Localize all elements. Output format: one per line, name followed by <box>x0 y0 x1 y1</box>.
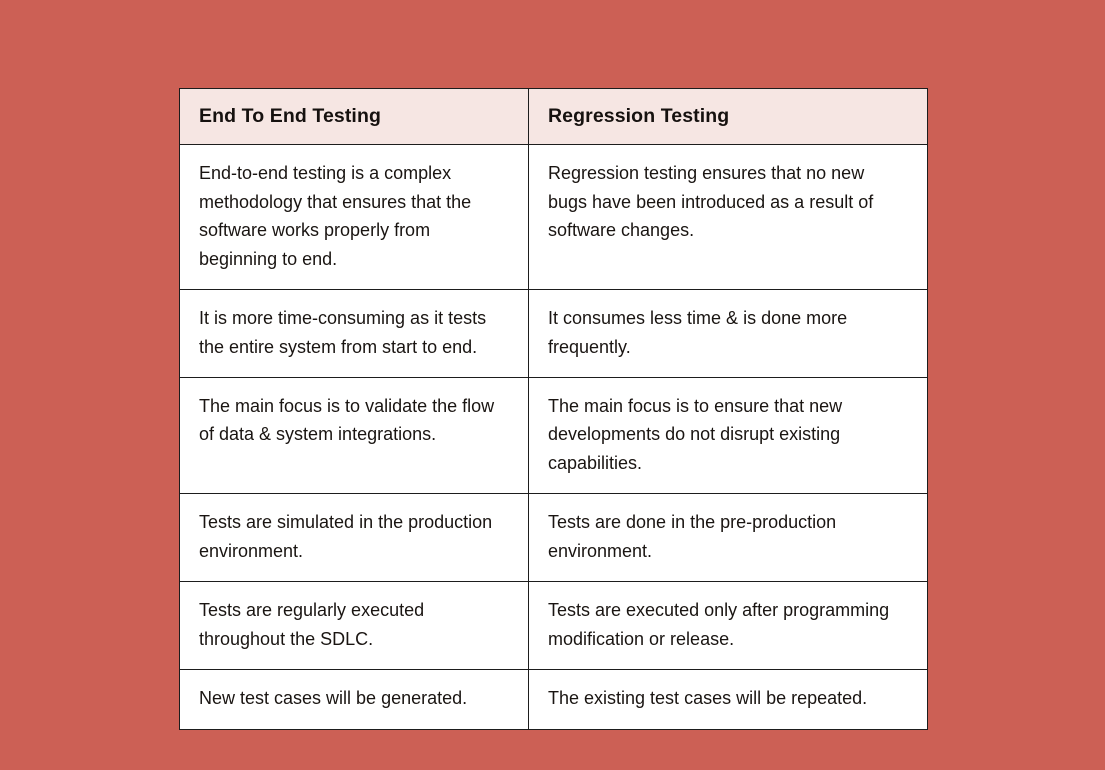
cell-left: It is more time-consuming as it tests the entire system from start to end. <box>180 290 529 378</box>
cell-left: Tests are regularly executed throughout the SDLC. <box>180 582 529 670</box>
table-header-row <box>180 89 928 145</box>
cell-right: The main focus is to ensure that new developments do not disrupt existing capabilities. <box>529 378 928 494</box>
cell-right: The existing test cases will be repeated. <box>529 670 928 729</box>
cell-right: Tests are executed only after programming modification or release. <box>529 582 928 670</box>
table-row <box>180 582 928 670</box>
cell-left: New test cases will be generated. <box>180 670 529 729</box>
comparison-table <box>179 88 928 730</box>
column-header-regression-testing: Regression Testing <box>529 89 928 145</box>
table-row <box>180 290 928 378</box>
table-row <box>180 494 928 582</box>
cell-left: End-to-end testing is a complex methodology that ensures that the software works properly from beginning to end. <box>180 145 529 290</box>
table-row <box>180 145 928 290</box>
cell-left: Tests are simulated in the production environment. <box>180 494 529 582</box>
cell-right: It consumes less time & is done more frequently. <box>529 290 928 378</box>
cell-right: Tests are done in the pre-production environment. <box>529 494 928 582</box>
cell-left: The main focus is to validate the flow of data & system integrations. <box>180 378 529 494</box>
table-row <box>180 378 928 494</box>
table-body <box>180 145 928 729</box>
cell-right: Regression testing ensures that no new bugs have been introduced as a result of software changes. <box>529 145 928 290</box>
table-header <box>180 89 928 145</box>
column-header-end-to-end-testing: End To End Testing <box>180 89 529 145</box>
table-row <box>180 670 928 729</box>
comparison-table-container <box>179 88 927 730</box>
